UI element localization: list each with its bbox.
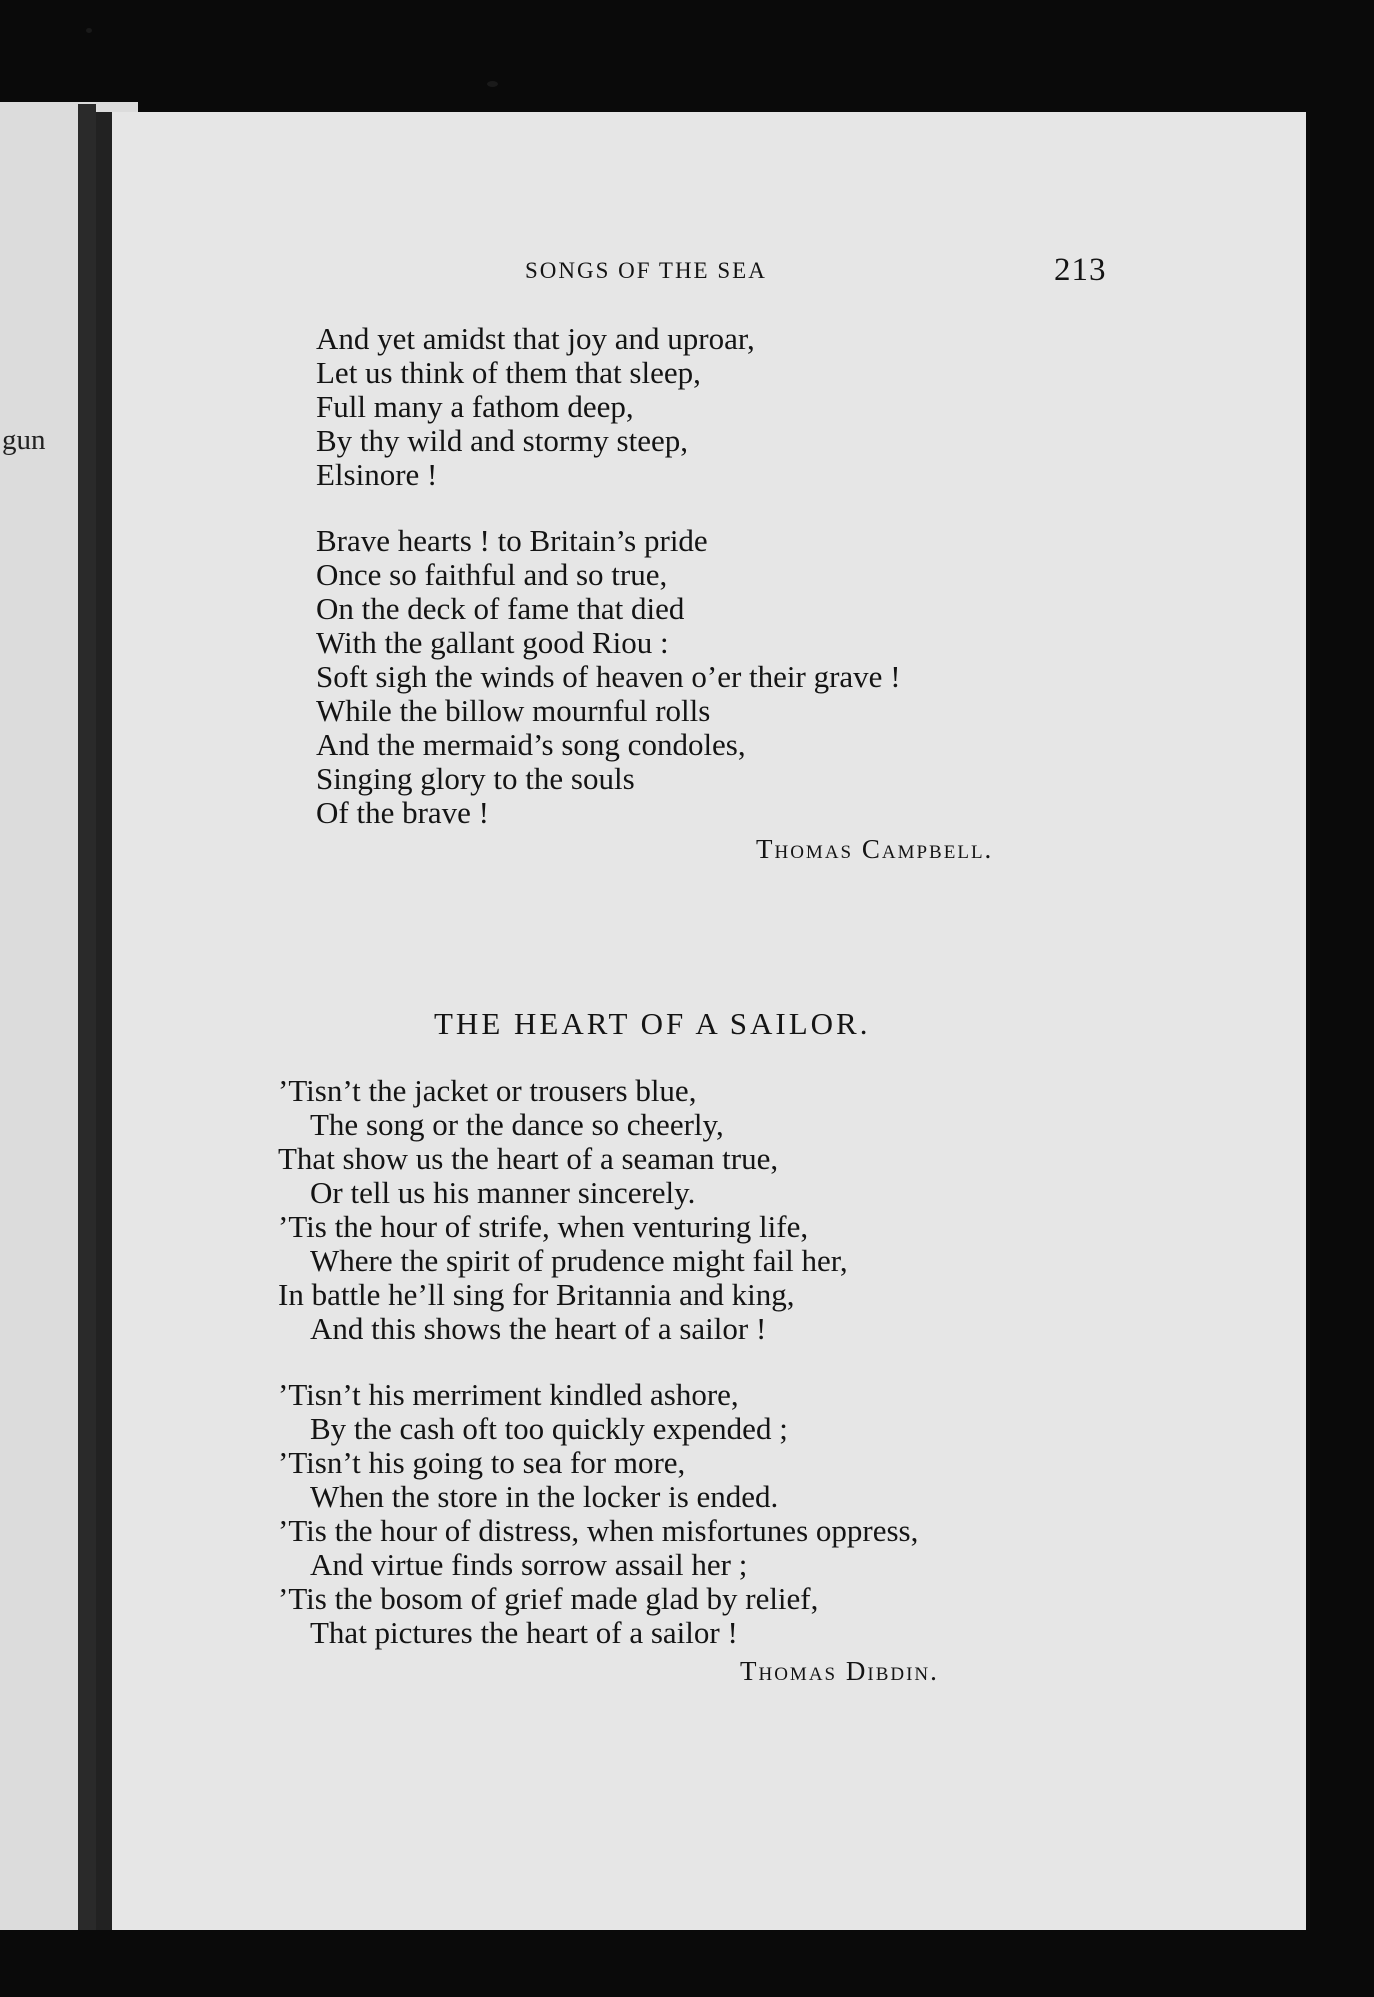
poem1-line: With the gallant good Riou :: [316, 625, 669, 660]
poem2-line: ’Tis the hour of distress, when misfortunes oppress,: [278, 1513, 919, 1548]
poem2-line: The song or the dance so cheerly,: [310, 1107, 724, 1142]
poem1-line: Full many a fathom deep,: [316, 389, 634, 424]
scan-dust-speck: [86, 28, 92, 33]
poem2-line: ’Tisn’t the jacket or trousers blue,: [278, 1073, 697, 1108]
poem2-line: And this shows the heart of a sailor !: [310, 1311, 767, 1346]
poem2-author: [740, 1656, 939, 1687]
poem2-author-name: Thomas Dibdin.: [740, 1656, 939, 1686]
poem1-line: And the mermaid’s song condoles,: [316, 727, 746, 762]
poem2-title: THE HEART OF A SAILOR.: [434, 1006, 871, 1041]
poem1-line: By thy wild and stormy steep,: [316, 423, 688, 458]
poem1-line: While the billow mournful rolls: [316, 693, 711, 728]
poem1-line: Elsinore !: [316, 457, 438, 492]
poem2-line: ’Tisn’t his merriment kindled ashore,: [278, 1377, 739, 1412]
book-spine-shadow: [78, 104, 96, 1930]
poem2-line: And virtue finds sorrow assail her ;: [310, 1547, 748, 1582]
poem1-author-name: Thomas Campbell.: [756, 834, 994, 864]
poem2-line: That show us the heart of a seaman true,: [278, 1141, 779, 1176]
poem2-line: ’Tis the hour of strife, when venturing life,: [278, 1209, 809, 1244]
poem1-line: And yet amidst that joy and uproar,: [316, 321, 755, 356]
poem1-line: Let us think of them that sleep,: [316, 355, 701, 390]
page-number: 213: [1054, 252, 1107, 288]
left-page-text-fragment: gun: [2, 424, 46, 456]
poem2-line: When the store in the locker is ended.: [310, 1479, 779, 1514]
poem2-line: ’Tisn’t his going to sea for more,: [278, 1445, 686, 1480]
poem1-line: On the deck of fame that died: [316, 591, 685, 626]
poem2-line: By the cash oft too quickly expended ;: [310, 1411, 788, 1446]
poem2-line: In battle he’ll sing for Britannia and king,: [278, 1277, 795, 1312]
poem2-line: Or tell us his manner sincerely.: [310, 1175, 696, 1210]
poem1-author: [756, 834, 993, 865]
poem1-line: Of the brave !: [316, 795, 489, 830]
poem1-line: Once so faithful and so true,: [316, 557, 668, 592]
scan-dust-speck: [487, 81, 498, 87]
poem1-line: Brave hearts ! to Britain’s pride: [316, 523, 708, 558]
running-title: SONGS OF THE SEA: [525, 258, 767, 283]
poem2-line: ’Tis the bosom of grief made glad by relief,: [278, 1581, 819, 1616]
poem2-line: Where the spirit of prudence might fail her,: [310, 1243, 848, 1278]
poem1-line: Singing glory to the souls: [316, 761, 635, 796]
poem1-line: Soft sigh the winds of heaven o’er their grave !: [316, 659, 901, 694]
poem2-line: That pictures the heart of a sailor !: [310, 1615, 738, 1650]
